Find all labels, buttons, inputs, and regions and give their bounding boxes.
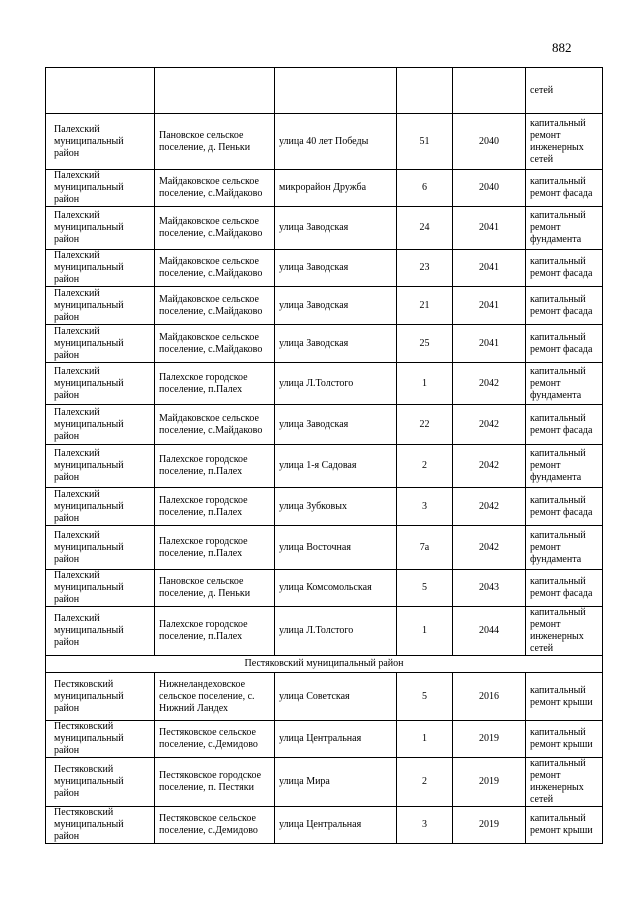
year-cell: 2019 [453, 758, 526, 807]
house-number-cell: 5 [397, 570, 453, 607]
work-type-cell: капитальный ремонт крыши [526, 721, 603, 758]
year-cell: 2019 [453, 807, 526, 844]
settlement-cell: Майдаковское сельское поселение, с.Майдаково [155, 207, 275, 250]
table-row [46, 570, 603, 607]
district-cell: Палехский муниципальный район [46, 170, 155, 207]
district-cell: Пестяковский муниципальный район [46, 807, 155, 844]
continuation-house-cell [397, 68, 453, 114]
settlement-cell: Майдаковское сельское поселение, с.Майдаково [155, 170, 275, 207]
district-cell: Палехский муниципальный район [46, 488, 155, 526]
work-type-cell: капитальный ремонт фасада [526, 488, 603, 526]
table-row [46, 488, 603, 526]
district-cell: Палехский муниципальный район [46, 363, 155, 405]
year-cell: 2042 [453, 526, 526, 570]
table-row [46, 287, 603, 325]
repair-schedule-table [45, 67, 603, 844]
table-row [46, 721, 603, 758]
continuation-street-cell [275, 68, 397, 114]
section-title: Пестяковский муниципальный район [46, 656, 603, 673]
house-number-cell: 22 [397, 405, 453, 445]
continuation-work-cell: сетей [526, 68, 603, 114]
continuation-district-cell [46, 68, 155, 114]
table-row [46, 758, 603, 807]
street-cell: улица 1-я Садовая [275, 445, 397, 488]
continuation-year-cell [453, 68, 526, 114]
house-number-cell: 2 [397, 445, 453, 488]
settlement-cell: Пестяковское сельское поселение, с.Демидово [155, 721, 275, 758]
page-number: 882 [552, 40, 572, 55]
work-type-cell: капитальный ремонт фасада [526, 287, 603, 325]
table-body [46, 68, 603, 844]
year-cell: 2019 [453, 721, 526, 758]
settlement-cell: Нижнеландеховское сельское поселение, с. Нижний Ландех [155, 673, 275, 721]
work-type-cell: капитальный ремонт инженерных сетей [526, 758, 603, 807]
street-cell: улица Заводская [275, 250, 397, 287]
street-cell: улица Зубковых [275, 488, 397, 526]
street-cell: улица Л.Толстого [275, 607, 397, 656]
continuation-row [46, 68, 603, 114]
table-row [46, 325, 603, 363]
house-number-cell: 3 [397, 807, 453, 844]
year-cell: 2043 [453, 570, 526, 607]
district-cell: Пестяковский муниципальный район [46, 721, 155, 758]
table-row [46, 207, 603, 250]
district-cell: Палехский муниципальный район [46, 445, 155, 488]
work-type-cell: капитальный ремонт крыши [526, 807, 603, 844]
district-cell: Пестяковский муниципальный район [46, 673, 155, 721]
district-cell: Палехский муниципальный район [46, 287, 155, 325]
table-row [46, 526, 603, 570]
street-cell: улица 40 лет Победы [275, 114, 397, 170]
house-number-cell: 3 [397, 488, 453, 526]
work-type-cell: капитальный ремонт фасада [526, 570, 603, 607]
settlement-cell: Палехское городское поселение, п.Палех [155, 488, 275, 526]
table-row [46, 807, 603, 844]
street-cell: улица Центральная [275, 807, 397, 844]
house-number-cell: 7а [397, 526, 453, 570]
street-cell: улица Заводская [275, 405, 397, 445]
house-number-cell: 21 [397, 287, 453, 325]
work-type-cell: капитальный ремонт фундамента [526, 207, 603, 250]
district-cell: Палехский муниципальный район [46, 405, 155, 445]
street-cell: улица Л.Толстого [275, 363, 397, 405]
house-number-cell: 23 [397, 250, 453, 287]
settlement-cell: Пестяковское городское поселение, п. Пестяки [155, 758, 275, 807]
work-type-cell: капитальный ремонт фасада [526, 170, 603, 207]
settlement-cell: Майдаковское сельское поселение, с.Майдаково [155, 325, 275, 363]
table-row [46, 250, 603, 287]
work-type-cell: капитальный ремонт фасада [526, 250, 603, 287]
house-number-cell: 1 [397, 607, 453, 656]
house-number-cell: 5 [397, 673, 453, 721]
district-cell: Палехский муниципальный район [46, 607, 155, 656]
street-cell: улица Комсомольская [275, 570, 397, 607]
settlement-cell: Пановское сельское поселение, д. Пеньки [155, 114, 275, 170]
district-cell: Пестяковский муниципальный район [46, 758, 155, 807]
house-number-cell: 6 [397, 170, 453, 207]
settlement-cell: Палехское городское поселение, п.Палех [155, 363, 275, 405]
house-number-cell: 1 [397, 363, 453, 405]
street-cell: улица Советская [275, 673, 397, 721]
house-number-cell: 25 [397, 325, 453, 363]
year-cell: 2042 [453, 445, 526, 488]
settlement-cell: Майдаковское сельское поселение, с.Майдаково [155, 250, 275, 287]
continuation-settlement-cell [155, 68, 275, 114]
year-cell: 2040 [453, 114, 526, 170]
table-row [46, 114, 603, 170]
house-number-cell: 2 [397, 758, 453, 807]
settlement-cell: Палехское городское поселение, п.Палех [155, 607, 275, 656]
year-cell: 2016 [453, 673, 526, 721]
settlement-cell: Палехское городское поселение, п.Палех [155, 526, 275, 570]
settlement-cell: Пестяковское сельское поселение, с.Демидово [155, 807, 275, 844]
year-cell: 2041 [453, 207, 526, 250]
street-cell: улица Центральная [275, 721, 397, 758]
house-number-cell: 24 [397, 207, 453, 250]
table-row [46, 405, 603, 445]
street-cell: улица Заводская [275, 325, 397, 363]
work-type-cell: капитальный ремонт фасада [526, 325, 603, 363]
settlement-cell: Палехское городское поселение, п.Палех [155, 445, 275, 488]
district-cell: Палехский муниципальный район [46, 526, 155, 570]
house-number-cell: 1 [397, 721, 453, 758]
district-cell: Палехский муниципальный район [46, 207, 155, 250]
year-cell: 2042 [453, 363, 526, 405]
year-cell: 2040 [453, 170, 526, 207]
year-cell: 2041 [453, 287, 526, 325]
street-cell: улица Заводская [275, 287, 397, 325]
work-type-cell: капитальный ремонт фундамента [526, 526, 603, 570]
work-type-cell: капитальный ремонт крыши [526, 673, 603, 721]
street-cell: улица Мира [275, 758, 397, 807]
table-row [46, 170, 603, 207]
house-number-cell: 51 [397, 114, 453, 170]
district-cell: Палехский муниципальный район [46, 250, 155, 287]
section-header-row [46, 656, 603, 673]
work-type-cell: капитальный ремонт фундамента [526, 363, 603, 405]
district-cell: Палехский муниципальный район [46, 114, 155, 170]
work-type-cell: капитальный ремонт инженерных сетей [526, 114, 603, 170]
work-type-cell: капитальный ремонт инженерных сетей [526, 607, 603, 656]
work-type-cell: капитальный ремонт фасада [526, 405, 603, 445]
street-cell: микрорайон Дружба [275, 170, 397, 207]
table-row [46, 445, 603, 488]
settlement-cell: Майдаковское сельское поселение, с.Майдаково [155, 287, 275, 325]
work-type-cell: капитальный ремонт фундамента [526, 445, 603, 488]
settlement-cell: Пановское сельское поселение, д. Пеньки [155, 570, 275, 607]
year-cell: 2041 [453, 250, 526, 287]
year-cell: 2044 [453, 607, 526, 656]
district-cell: Палехский муниципальный район [46, 325, 155, 363]
street-cell: улица Восточная [275, 526, 397, 570]
table-row [46, 673, 603, 721]
table-row [46, 607, 603, 656]
district-cell: Палехский муниципальный район [46, 570, 155, 607]
street-cell: улица Заводская [275, 207, 397, 250]
year-cell: 2042 [453, 405, 526, 445]
year-cell: 2041 [453, 325, 526, 363]
table-row [46, 363, 603, 405]
year-cell: 2042 [453, 488, 526, 526]
settlement-cell: Майдаковское сельское поселение, с.Майдаково [155, 405, 275, 445]
